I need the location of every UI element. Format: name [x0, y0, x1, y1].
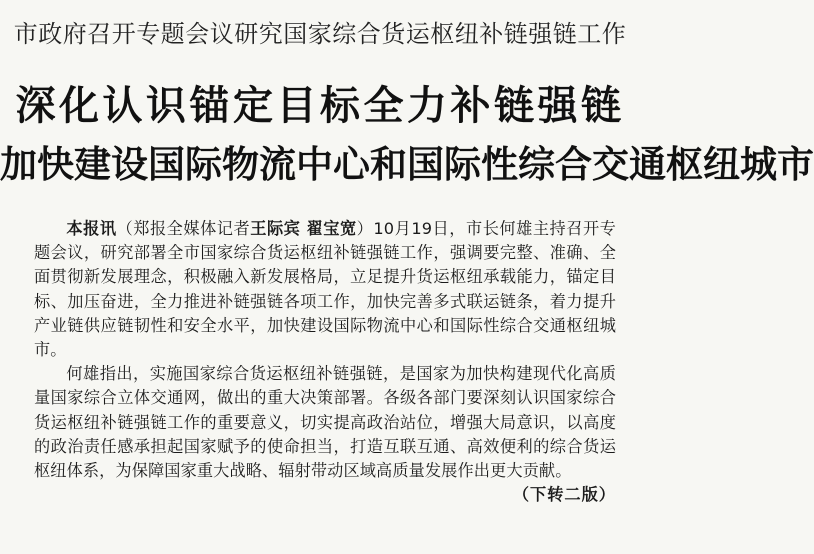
- paragraph-2: [34, 362, 616, 505]
- byline-names: 王际宾 翟宝宽: [250, 219, 357, 238]
- dateline-label: 本报讯: [66, 219, 117, 238]
- byline: [117, 219, 374, 238]
- article-body: [34, 217, 616, 507]
- byline-prefix: （郑报全媒体记者: [116, 219, 251, 238]
- byline-suffix: ）: [356, 219, 374, 238]
- paragraph-1-text: 10月19日，市长何雄主持召开专题会议，研究部署全市国家综合货运枢纽补链强链工作，强调要完整、准确、全面贯彻新发展理念，积极融入新发展格局，立足提升货运枢纽承载能力，锚定目标、加压奋进，全力推进补链强链各项工作，加快完善多式联运链条，着力提升产业链供应链韧性和安全水平，加快建设国际物流中心和国际性综合交通枢纽城市。: [34, 219, 616, 360]
- main-headline-line-2: 加快建设国际物流中心和国际性综合交通枢纽城市: [0, 143, 814, 186]
- paragraph-1: [34, 217, 616, 362]
- paragraph-2-text: 何雄指出，实施国家综合货运枢纽补链强链，是国家为加快构建现代化高质量国家综合立体交通网，做出的重大决策部署。各级各部门要深刻认识国家综合货运枢纽补链强链工作的重要意义，切实提高政治站位，增强大局意识，以高度的政治责任感承担起国家赋予的使命担当，打造互联互通、高效便利的综合货运枢纽体系，为保障国家重大战略、辐射带动区域高质量发展作出更大贡献。: [34, 364, 616, 481]
- continued-label: （下转二版）: [512, 485, 616, 505]
- main-headline-line-1: 深化认识锚定目标全力补链强链: [15, 83, 625, 129]
- kicker-headline: 市政府召开专题会议研究国家综合货运枢纽补链强链工作: [13, 20, 627, 48]
